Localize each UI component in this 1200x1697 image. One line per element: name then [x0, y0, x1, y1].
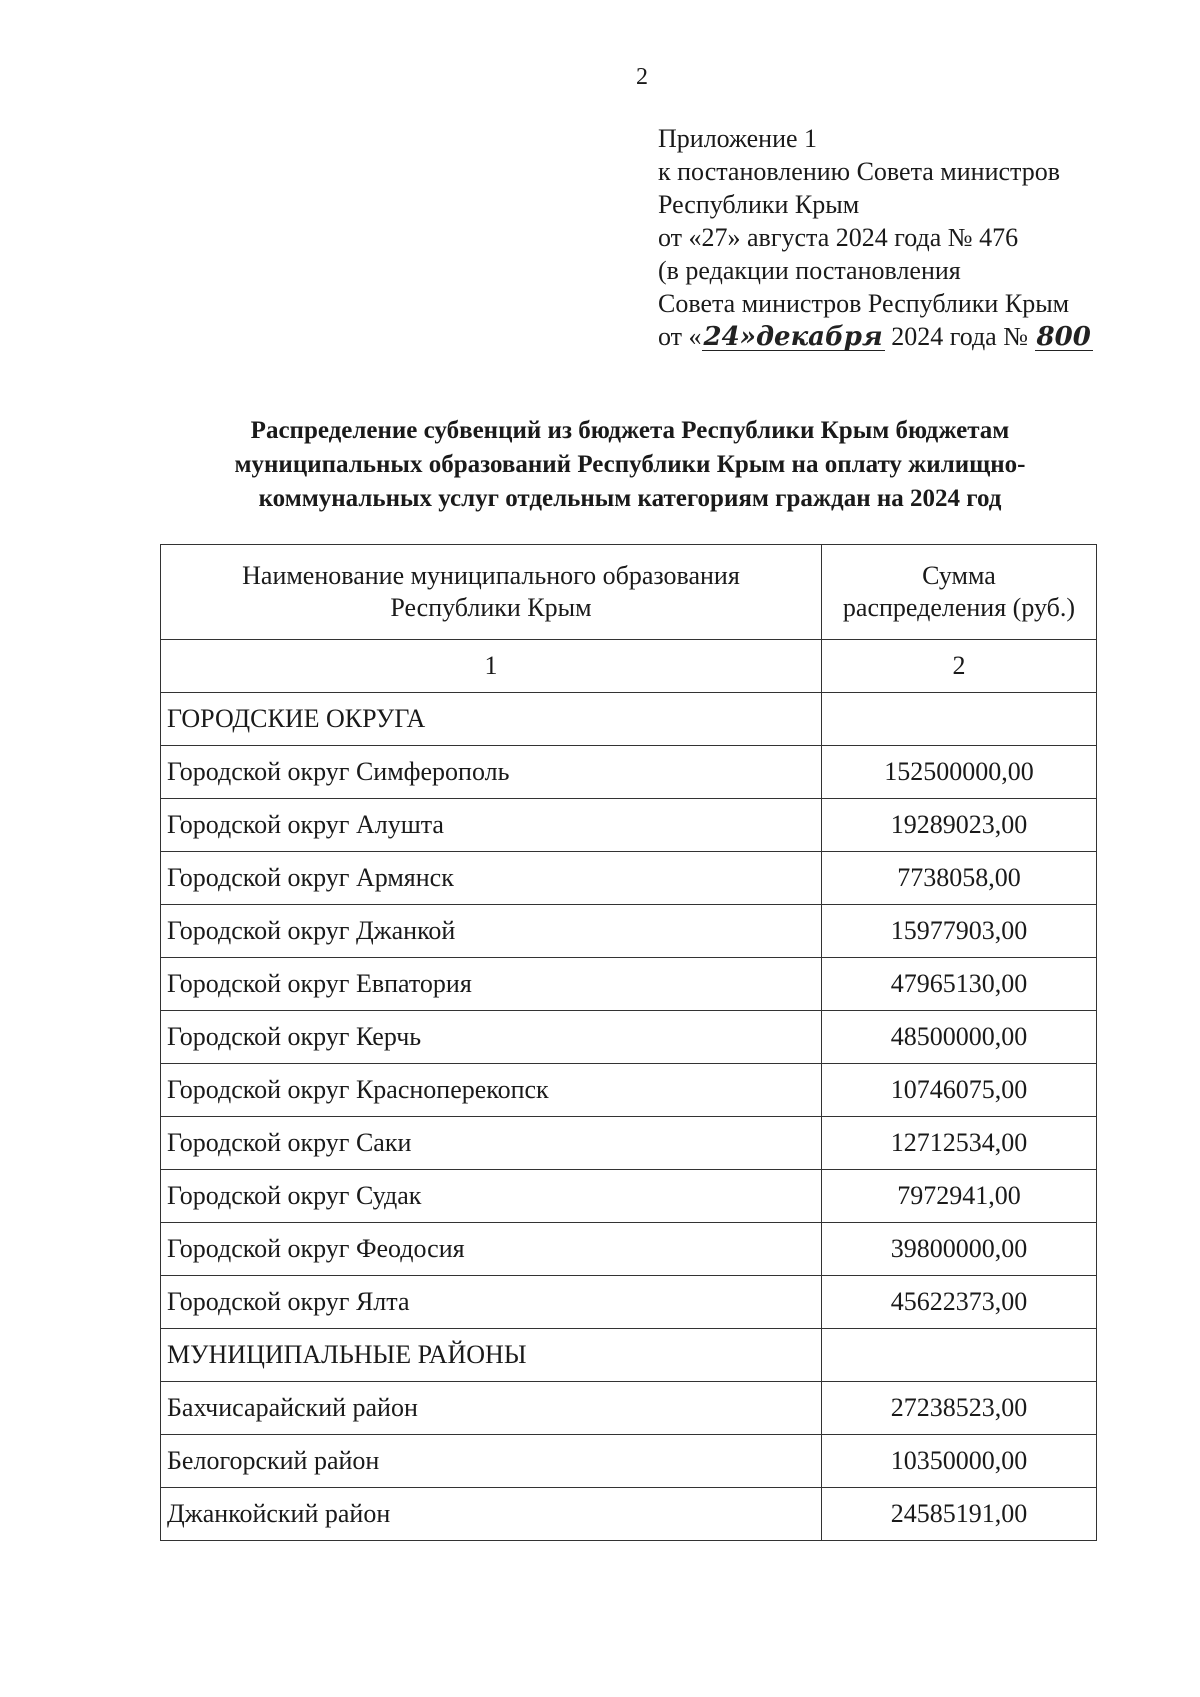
table-row — [161, 905, 1097, 958]
table-row — [161, 1488, 1097, 1541]
appendix-block — [658, 122, 1178, 353]
table-header-row — [161, 545, 1097, 640]
section-title: ГОРОДСКИЕ ОКРУГА — [161, 693, 822, 746]
distribution-table — [160, 544, 1097, 1541]
municipality-name: Белогорский район — [161, 1435, 822, 1488]
appendix-date-prefix: от « — [658, 322, 702, 351]
table-row — [161, 1276, 1097, 1329]
table-row — [161, 1435, 1097, 1488]
distribution-sum: 7738058,00 — [821, 852, 1096, 905]
column-number-row — [161, 640, 1097, 693]
column-number: 1 — [161, 640, 822, 693]
distribution-sum: 12712534,00 — [821, 1117, 1096, 1170]
municipality-name: Городской округ Судак — [161, 1170, 822, 1223]
table-row — [161, 958, 1097, 1011]
distribution-sum: 19289023,00 — [821, 799, 1096, 852]
appendix-line: от «27» августа 2024 года № 476 — [658, 223, 1019, 252]
document-title — [150, 414, 1110, 516]
title-line: коммунальных услуг отдельным категориям граждан на 2024 год — [258, 485, 1002, 512]
municipality-name: Бахчисарайский район — [161, 1382, 822, 1435]
header-sum — [821, 545, 1096, 640]
appendix-line: Республики Крым — [658, 190, 860, 219]
municipality-name: Городской округ Армянск — [161, 852, 822, 905]
section-sum-empty — [821, 693, 1096, 746]
appendix-date-line — [658, 320, 1178, 353]
appendix-line: к постановлению Совета министров — [658, 157, 1060, 186]
handwritten-number: 800 — [1036, 322, 1091, 352]
column-number: 2 — [821, 640, 1096, 693]
header-sum-line: распределения (руб.) — [842, 593, 1076, 622]
distribution-sum: 39800000,00 — [821, 1223, 1096, 1276]
distribution-sum: 10746075,00 — [821, 1064, 1096, 1117]
title-line: муниципальных образований Республики Крым на оплату жилищно- — [234, 451, 1026, 478]
appendix-line: (в редакции постановления — [658, 256, 961, 285]
municipality-name: Городской округ Ялта — [161, 1276, 822, 1329]
header-name-line: Республики Крым — [390, 593, 592, 622]
table-row — [161, 1011, 1097, 1064]
appendix-line: Совета министров Республики Крым — [658, 289, 1070, 318]
distribution-sum: 7972941,00 — [821, 1170, 1096, 1223]
municipality-name: Городской округ Керчь — [161, 1011, 822, 1064]
distribution-sum: 15977903,00 — [821, 905, 1096, 958]
header-name-line: Наименование муниципального образования — [242, 561, 740, 590]
municipality-name: Городской округ Евпатория — [161, 958, 822, 1011]
section-sum-empty — [821, 1329, 1096, 1382]
municipality-name: Городской округ Феодосия — [161, 1223, 822, 1276]
table-row — [161, 1382, 1097, 1435]
title-line: Распределение субвенций из бюджета Республики Крым бюджетам — [250, 417, 1010, 444]
table-row — [161, 746, 1097, 799]
municipality-name: Городской округ Красноперекопск — [161, 1064, 822, 1117]
distribution-sum: 45622373,00 — [821, 1276, 1096, 1329]
municipality-name: Городской округ Джанкой — [161, 905, 822, 958]
table-row — [161, 799, 1097, 852]
distribution-sum: 152500000,00 — [821, 746, 1096, 799]
distribution-sum: 10350000,00 — [821, 1435, 1096, 1488]
distribution-sum: 48500000,00 — [821, 1011, 1096, 1064]
distribution-sum: 47965130,00 — [821, 958, 1096, 1011]
municipality-name: Городской округ Алушта — [161, 799, 822, 852]
table-row — [161, 1223, 1097, 1276]
distribution-sum: 27238523,00 — [821, 1382, 1096, 1435]
page-number: 2 — [636, 64, 648, 90]
table-row — [161, 1064, 1097, 1117]
table-row — [161, 1117, 1097, 1170]
table-body — [161, 640, 1097, 1541]
section-row — [161, 693, 1097, 746]
appendix-line: Приложение 1 — [658, 124, 818, 153]
table-row — [161, 1170, 1097, 1223]
appendix-date-middle: 2024 года № — [884, 322, 1035, 351]
section-row — [161, 1329, 1097, 1382]
handwritten-date: 24»декабря — [703, 322, 883, 352]
distribution-sum: 24585191,00 — [821, 1488, 1096, 1541]
municipality-name: Джанкойский район — [161, 1488, 822, 1541]
section-title: МУНИЦИПАЛЬНЫЕ РАЙОНЫ — [161, 1329, 822, 1382]
table-row — [161, 852, 1097, 905]
header-sum-line: Сумма — [922, 561, 996, 590]
municipality-name: Городской округ Саки — [161, 1117, 822, 1170]
municipality-name: Городской округ Симферополь — [161, 746, 822, 799]
header-name — [161, 545, 822, 640]
